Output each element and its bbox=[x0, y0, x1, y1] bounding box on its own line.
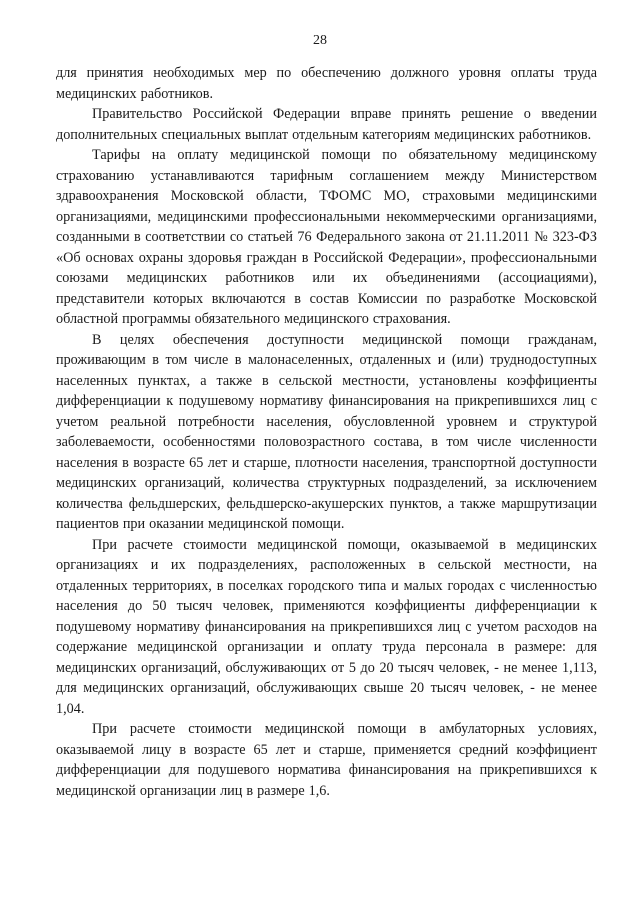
paragraph-tariffs: Тарифы на оплату медицинской помощи по обязательному медицинскому страхованию устанавливаются тарифным соглашением между Министерством здравоохранения Московской области, ТФОМС МО, страховыми медицинскими организациями, медицинскими профессиональными некоммерческими организациями, созданными в соответствии со статьей 76 Федерального закона от 21.11.2011 № 323-ФЗ «Об основах охраны здоровья граждан в Российской Федерации», профессиональными союзами медицинских работников или их объединениями (ассоциациями), представители которых включаются в состав Комиссии по разработке Московской областной программы обязательного медицинского страхования. bbox=[56, 147, 597, 327]
paragraph-rural-coefficients: При расчете стоимости медицинской помощи, оказываемой в медицинских организациях и их подразделениях, расположенных в сельской местности, на отдаленных территориях, в поселках городского типа и малых городах с численностью населения до 50 тысяч человек, применяются коэффициенты дифференциации к подушевому нормативу финансирования на прикрепившихся лиц с учетом расходов на содержание медицинской организации и оплату труда персонала в размере: для медицинских организаций, обслуживающих от 5 до 20 тысяч человек, - не менее 1,113, для медицинских организаций, обслуживающих свыше 20 тысяч человек, - не менее 1,04. bbox=[56, 536, 597, 717]
paragraph-elderly-coefficient: При расчете стоимости медицинской помощи в амбулаторных условиях, оказываемой лицу в возрасте 65 лет и старше, применяется средний коэффициент дифференциации для подушевого норматива финансирования на прикрепившихся к медицинской организации лиц в размере 1,6. bbox=[56, 721, 597, 799]
document-body bbox=[56, 63, 597, 801]
paragraph-continuation: для принятия необходимых мер по обеспечению должного уровня оплаты труда медицинских работников. bbox=[56, 65, 597, 102]
paragraph-accessibility-coefficients: В целях обеспечения доступности медицинской помощи гражданам, проживающим в том числе в малонаселенных, отдаленных и (или) труднодоступных населенных пунктах, а также в сельской местности, установлены коэффициенты дифференциации к подушевому нормативу финансирования на прикрепившихся лиц с учетом реальной потребности населения, обусловленной уровнем и структурой заболеваемости, особенностями половозрастного состава, в том числе численности населения в возрасте 65 лет и старше, плотности населения, транспортной доступности медицинских организаций, количества структурных подразделений, за исключением количества фельдшерских, фельдшерско-акушерских пунктов, а также маршрутизации пациентов при оказании медицинской помощи. bbox=[56, 331, 597, 532]
page-number: 28 bbox=[313, 33, 327, 48]
paragraph-additional-payments: Правительство Российской Федерации вправе принять решение о введении дополнительных специальных выплат отдельным категориям медицинских работников. bbox=[56, 106, 597, 143]
